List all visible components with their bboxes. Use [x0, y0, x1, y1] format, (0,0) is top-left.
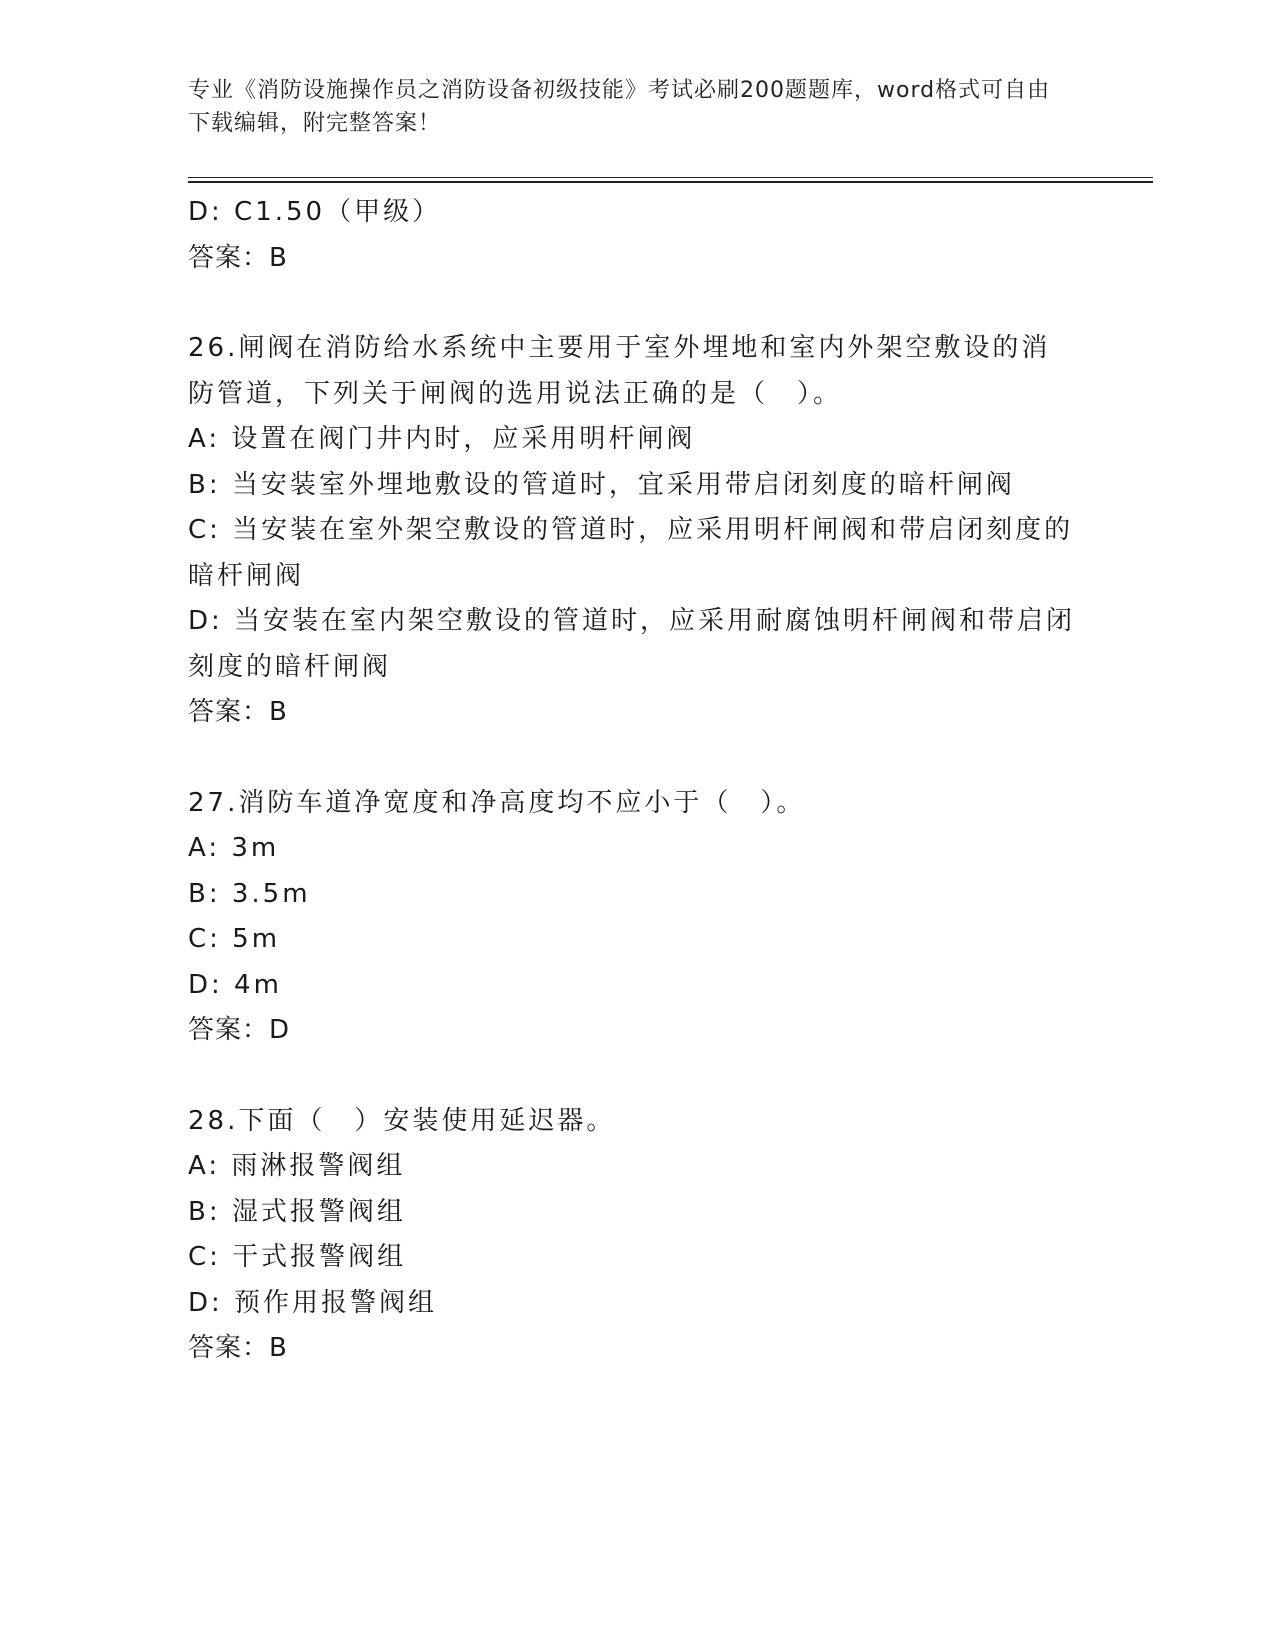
option-d: D: 4m	[188, 969, 282, 1000]
option-b: B: 湿式报警阀组	[188, 1196, 406, 1227]
question-27	[188, 781, 1088, 1054]
option-c: C: 5m	[188, 924, 281, 954]
carryover-option-d: D: C1.50（甲级）	[188, 197, 442, 227]
question-stem: 26.闸阀在消防给水系统中主要用于室外埋地和室内外架空敷设的消防管道，下列关于闸阀的选用说法正确的是（ ）。	[188, 333, 1051, 409]
option-a: A: 设置在阀门井内时，应采用明杆闸阀	[188, 424, 696, 454]
option-c: C: 干式报警阀组	[188, 1242, 407, 1272]
answer: 答案：B	[188, 1333, 288, 1363]
page-header: 专业《消防设施操作员之消防设备初级技能》考试必刷200题题库，word格式可自由下载编辑，附完整答案！	[188, 78, 1051, 136]
carryover-answer: 答案：B	[188, 242, 288, 273]
option-b: B: 3.5m	[188, 878, 311, 909]
option-c: C: 当安装在室外架空敷设的管道时，应采用明杆闸阀和带启闭刻度的暗杆闸阀	[188, 515, 1074, 591]
answer: 答案：D	[188, 1015, 291, 1045]
option-d: D: 预作用报警阀组	[188, 1287, 438, 1318]
answer: 答案：B	[188, 697, 288, 727]
option-b: B: 当安装室外埋地敷设的管道时，宜采用带启闭刻度的暗杆闸阀	[188, 469, 1015, 500]
header-divider-thick	[188, 181, 1153, 183]
question-26	[188, 326, 1088, 736]
option-d: D: 当安装在室内架空敷设的管道时，应采用耐腐蚀明杆闸阀和带启闭刻度的暗杆闸阀	[188, 606, 1076, 682]
header-divider-thin	[188, 177, 1153, 178]
option-a: A: 3m	[188, 833, 280, 863]
question-28	[188, 1099, 1088, 1372]
option-a: A: 雨淋报警阀组	[188, 1151, 406, 1181]
question-stem: 28.下面（ ）安装使用延迟器。	[188, 1105, 616, 1136]
question-list	[188, 190, 1088, 1372]
question-stem: 27.消防车道净宽度和净高度均不应小于（ ）。	[188, 787, 806, 818]
